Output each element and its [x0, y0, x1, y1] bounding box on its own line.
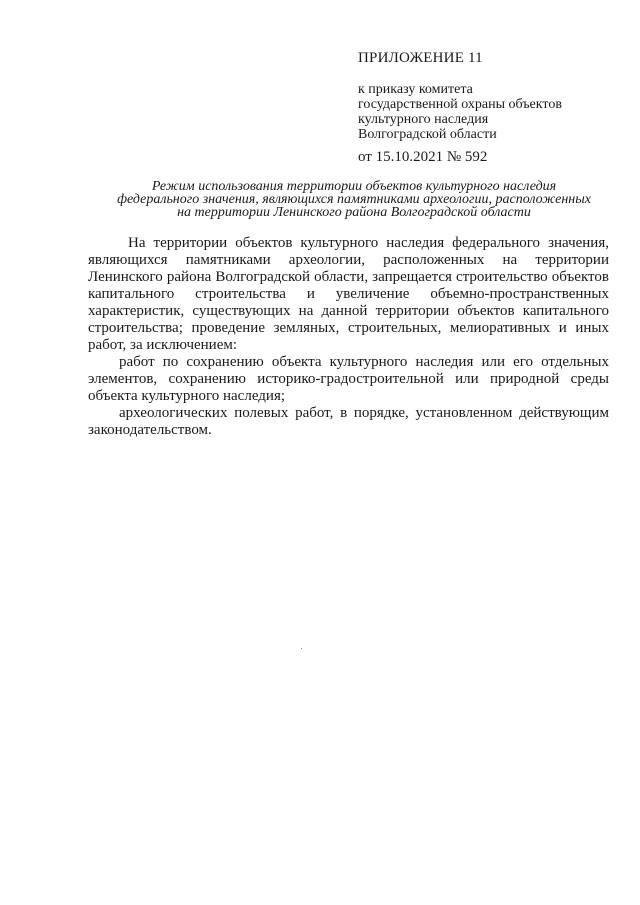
document-title: [70, 180, 638, 219]
order-reference: [358, 82, 562, 142]
title-line: на территории Ленинского района Волгоградской области: [177, 205, 531, 220]
appendix-heading: ПРИЛОЖЕНИЕ 11: [358, 50, 483, 66]
body-paragraph: археологических полевых работ, в порядке, установленном действующим законодательством.: [88, 405, 609, 438]
document-body: [88, 235, 609, 439]
order-line: государственной охраны объектов: [358, 97, 562, 112]
title-line: федерального значения, являющихся памятниками археологии, расположенных: [117, 192, 591, 207]
body-paragraph: На территории объектов культурного наследия федерального значения, являющихся памятниками археологии, расположенных на территории Ленинского района Волгоградской области, запрещается строительство объектов капитального строительства и увеличение объемно-пространственных характеристик, существующих на данной территории объектов капитального строительства; проведение земляных, строительных, мелиоративных и иных работ, за исключением:: [88, 235, 609, 353]
body-paragraph: работ по сохранению объекта культурного наследия или его отдельных элементов, сохранению историко-градостроительной или природной среды объекта культурного наследия;: [88, 354, 609, 404]
order-line: Волгоградской области: [358, 127, 497, 142]
order-line: культурного наследия: [358, 112, 489, 127]
order-line: к приказу комитета: [358, 82, 473, 97]
scan-speck: [301, 648, 302, 649]
order-date: от 15.10.2021 № 592: [358, 149, 488, 165]
title-line: Режим использования территории объектов культурного наследия: [151, 179, 557, 194]
